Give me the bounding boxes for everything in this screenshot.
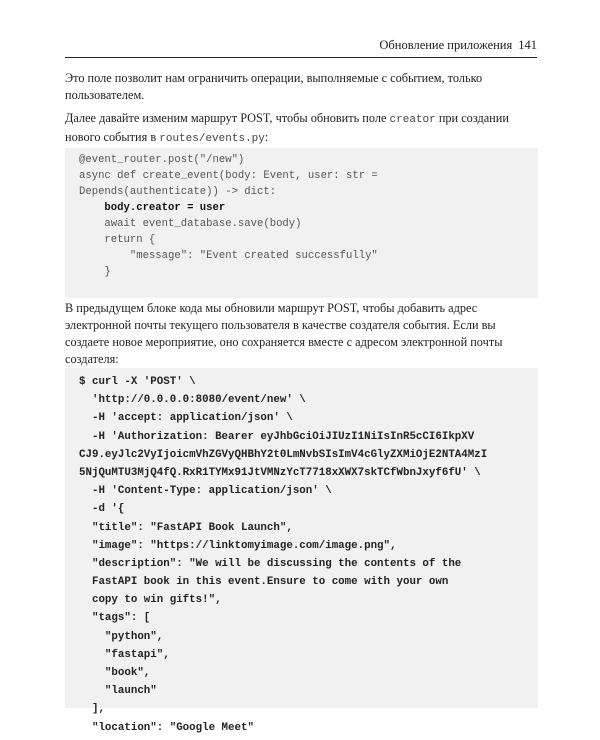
text: при создании нового события в xyxy=(65,111,509,144)
code-line: $ curl -X 'POST' \ xyxy=(79,376,196,388)
paragraph-1: Это поле позволит нам ограничить операции, выполняемые с событием, только пользователем. xyxy=(65,71,483,102)
header-rule xyxy=(65,57,537,58)
running-header xyxy=(65,38,537,53)
code-line: ], xyxy=(79,703,105,716)
code-line: "tags": [ xyxy=(79,612,151,625)
code-line: "message": "Event created successfully" xyxy=(79,250,378,262)
chapter-title: Обновление приложения xyxy=(379,38,513,52)
code-line: copy to win gifts!", xyxy=(79,594,222,607)
code-line: await event_database.save(body) xyxy=(79,218,302,230)
code-block-python xyxy=(65,148,538,298)
code-line: "book", xyxy=(79,667,151,679)
code-line: Depends(authenticate)) -> dict: xyxy=(79,186,277,198)
code-line: -d '{ xyxy=(79,503,125,516)
code-line: 5NjQuMTU3MjQ4fQ.RxR1TYMx91JtVMNzYcT7718xXWX7skTCfWbnJxyf6fU' \ xyxy=(79,466,481,479)
paragraph-3: В предыдущем блоке кода мы обновили маршрут POST, чтобы добавить адрес электронной почты текущего пользователя в качестве создателя события. Если вы создаете новое мероприятие, оно сохраняется вместе с адресом электронной почты создателя: xyxy=(65,301,503,366)
code-line: 'http://0.0.0.0:8080/event/new' \ xyxy=(79,394,306,407)
code-line: body.creator = user xyxy=(79,202,226,214)
code-line: "title": "FastAPI Book Launch", xyxy=(79,521,293,534)
code-line: async def create_event(body: Event, user: str = xyxy=(79,170,378,182)
code-line: @event_router.post("/new") xyxy=(79,154,245,166)
paragraph-2 xyxy=(65,110,540,148)
inline-code: creator xyxy=(389,114,436,126)
code-line: "description": "We will be discussing the contents of the xyxy=(79,557,462,570)
code-line: -H 'Authorization: Bearer eyJhbGciOiJIUzI1NiIsInR5cCI6IkpXV xyxy=(79,430,475,443)
code-line: "launch" xyxy=(79,685,157,698)
code-line: -H 'accept: application/json' \ xyxy=(79,412,293,425)
text: : xyxy=(264,130,269,144)
page-number: 141 xyxy=(518,38,537,52)
code-line: "fastapi", xyxy=(79,648,170,661)
code-line: return { xyxy=(79,234,156,246)
code-block-curl xyxy=(65,368,538,734)
inline-code: routes/events.py xyxy=(159,133,265,145)
code-line: "image": "https://linktomyimage.com/image.png", xyxy=(79,539,397,552)
text: Далее давайте изменим маршрут POST, чтобы обновить поле xyxy=(65,111,390,125)
code-line: "python", xyxy=(79,630,164,643)
code-line: -H 'Content-Type: application/json' \ xyxy=(79,485,332,498)
code-line: FastAPI book in this event.Ensure to come with your own xyxy=(79,576,449,589)
code-line: "location": "Google Meet" xyxy=(79,721,254,734)
code-line: } xyxy=(79,266,111,278)
code-line: CJ9.eyJlc2VyIjoicmVhZGVyQHBhY2t0LmNvbSIsImV4cGlyZXMiOjE2NTA4MzI xyxy=(79,448,488,461)
